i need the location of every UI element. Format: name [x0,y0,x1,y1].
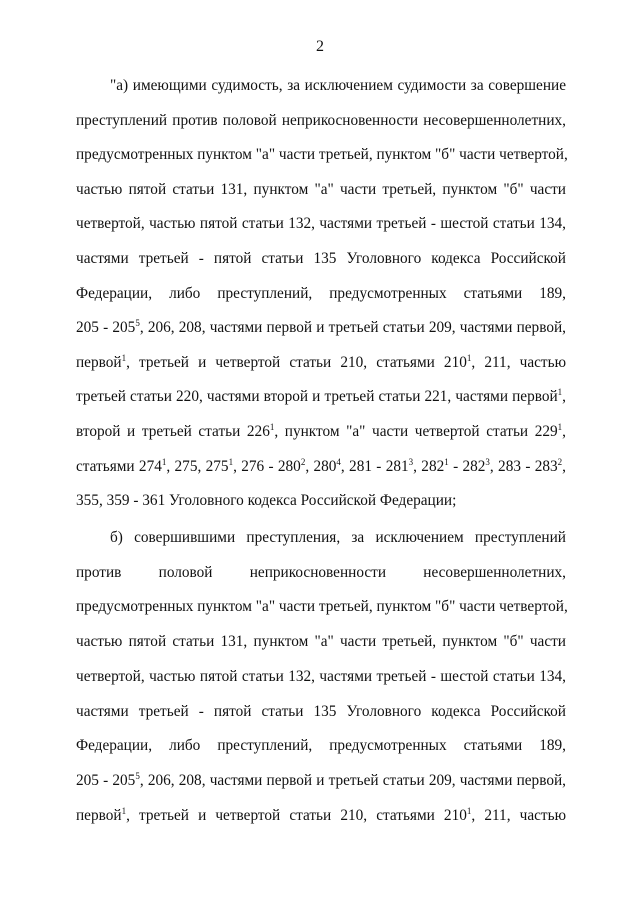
text-line [76,387,566,407]
superscript: 3 [485,457,490,467]
superscript: 1 [466,806,472,816]
text-line [110,528,566,548]
text-line [76,214,566,234]
superscript: 3 [408,457,414,467]
text-segment: первой [76,807,122,824]
superscript: 1 [228,457,234,467]
superscript: 5 [135,318,140,328]
text-segment: частью пятой статьи 131, пунктом "а" части третьей, пунктом "б" части [76,181,566,198]
text-line [76,353,566,373]
text-segment: , 206, 208, частями первой и третьей статьи 209, частями первой, [139,772,566,789]
text-line [76,806,566,826]
text-segment: , 211, частью [471,354,566,371]
text-line [76,491,566,511]
superscript: 2 [300,457,306,467]
text-segment: , 206, 208, частями первой и третьей статьи 209, частями первой, [139,319,566,336]
text-segment: - 282 [448,458,486,475]
superscript: 5 [135,771,140,781]
text-segment: Федерации, либо преступлений, предусмотренных статьями 189, [76,737,566,754]
text-line [76,667,566,687]
text-line [76,111,566,131]
text-segment: частями третьей - пятой статьи 135 Уголовного кодекса Российской [76,250,566,267]
text-segment: 355, 359 - 361 Уголовного кодекса Российской Федерации; [76,492,457,509]
text-segment: , [562,458,566,475]
text-segment: , 211, частью [471,807,566,824]
text-segment: , [562,423,566,440]
page-number: 2 [316,38,324,55]
superscript: 1 [444,457,449,467]
text-line [76,597,566,617]
text-segment: "а) имеющими судимость, за исключением судимости за совершение [110,77,566,94]
text-line [76,632,566,652]
text-segment: статьями 274 [76,458,162,475]
text-segment: , [562,388,566,405]
text-line [76,563,566,583]
text-segment: Федерации, либо преступлений, предусмотренных статьями 189, [76,285,566,302]
superscript: 1 [121,353,127,363]
text-line [110,76,566,96]
text-segment: б) совершившими преступления, за исключением преступлений [110,529,566,546]
text-segment: , 280 [305,458,337,475]
text-line [76,318,566,338]
text-segment: предусмотренных пунктом "а" части третьей, пунктом "б" части четвертой, [76,146,568,163]
text-segment: против половой неприкосновенности несовершеннолетних, [76,564,566,581]
text-segment: первой [76,354,122,371]
text-segment: преступлений против половой неприкосновенности несовершеннолетних, [76,112,566,129]
text-line [76,457,566,477]
superscript: 1 [466,353,472,363]
text-segment: четвертой, частью пятой статьи 132, частями третьей - шестой статьи 134, [76,215,566,232]
text-segment: , 281 - 281 [340,458,409,475]
text-segment: , 283 - 283 [489,458,558,475]
text-segment: третьей статьи 220, частями второй и третьей статьи 221, частями первой [76,388,558,405]
text-line [76,771,566,791]
text-segment: частью пятой статьи 131, пунктом "а" части третьей, пунктом "б" части [76,633,566,650]
text-segment: 205 - 205 [76,772,136,789]
text-segment: второй и третьей статьи 226 [76,423,270,440]
text-segment: 205 - 205 [76,319,136,336]
superscript: 4 [336,457,341,467]
superscript: 1 [557,422,563,432]
text-line [76,422,566,442]
text-segment: , пунктом "а" части четвертой статьи 229 [274,423,558,440]
text-line [76,702,566,722]
superscript: 1 [121,806,127,816]
text-line [76,249,566,269]
text-segment: предусмотренных пунктом "а" части третьей, пунктом "б" части четвертой, [76,598,568,615]
text-line [76,284,566,304]
text-segment: , 276 - 280 [233,458,301,475]
superscript: 2 [557,457,563,467]
text-segment: , третьей и четвертой статьи 210, статьями 210 [126,354,467,371]
superscript: 1 [161,457,167,467]
superscript: 1 [557,387,563,397]
superscript: 1 [269,422,275,432]
text-line [76,145,566,165]
text-segment: , 282 [413,458,445,475]
text-line [76,180,566,200]
text-segment: , 275, 275 [166,458,229,475]
text-segment: , третьей и четвертой статьи 210, статьями 210 [126,807,467,824]
text-segment: четвертой, частью пятой статьи 132, частями третьей - шестой статьи 134, [76,668,566,685]
text-line [76,736,566,756]
text-segment: частями третьей - пятой статьи 135 Уголовного кодекса Российской [76,703,566,720]
